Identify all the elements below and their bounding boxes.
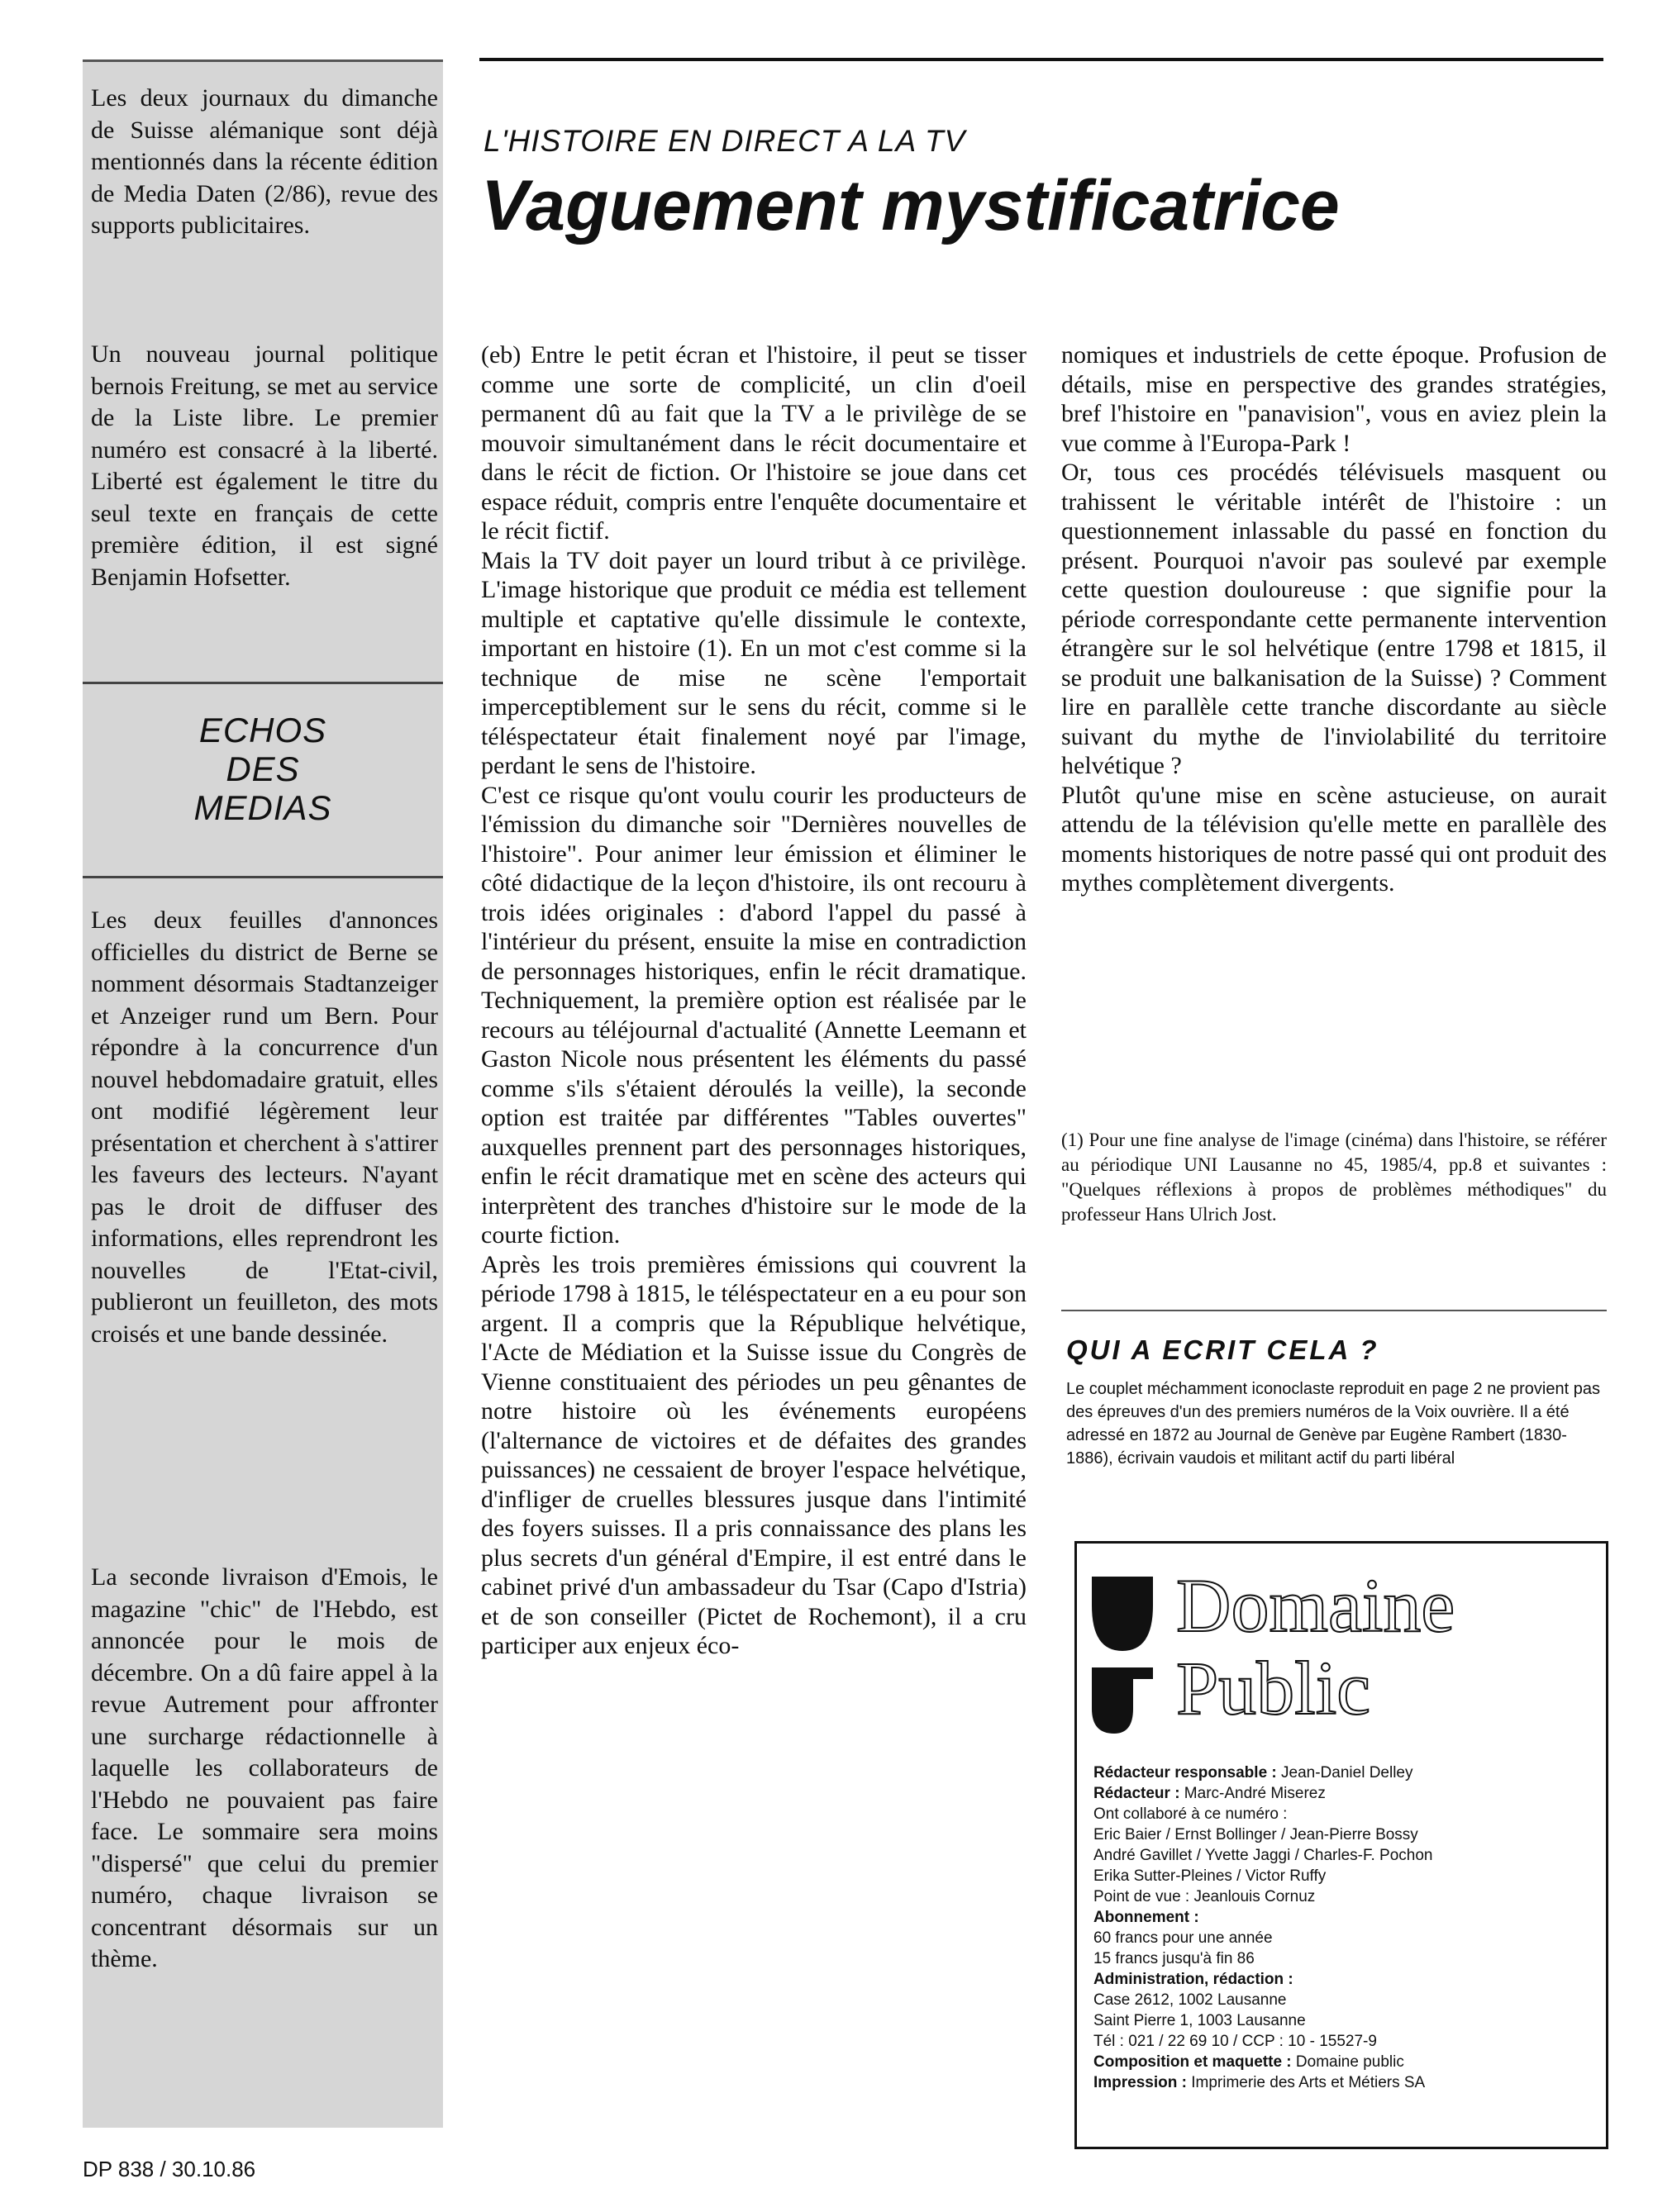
article-footnote: (1) Pour une fine analyse de l'image (cinéma) dans l'histoire, se référer au périodique UNI Lausanne no 45, 1985/4, pp.8 et suivantes : "Quelques réflexions à propos de problèmes méthodiques" du professeur Hans Ulrich Jost. [1061,1130,1607,1225]
article-paragraph: C'est ce risque qu'ont voulu courir les producteurs de l'émission du dimanche soir "Dernières nouvelles de l'histoire". Pour animer leur émission et éliminer le côté didactique de la leçon d'histoire, ils ont recouru à trois idées originales : d'abord l'appel du passé à l'intérieur du présent, ensuite la mise en contradiction de personnages historiques, enfin le récit dramatique. Techniquement, la première option est réalisée par le recours au téléjournal d'actualité (Annette Leemann et Gaston Nicole nous présentent les éléments du passé comme s'ils s'étaient déroulés la veille), la seconde option est traitée par différentes "Tables ouvertes" auxquelles prennent part des personnages historiques, enfin le récit dramatique met en scène des acteurs qui interprètent des tranches d'histoire sur le mode de la courte fiction. [481,781,1027,1249]
credit-line [1093,1783,1598,1804]
footnote-divider [1061,1310,1607,1311]
credit-value: Jean-Daniel Delley [1276,1764,1413,1781]
credit-line [1093,1907,1598,1928]
article-column-2 [1061,340,1607,898]
credit-value: Eric Baier / Ernst Bollinger / Jean-Pierre Bossy [1093,1826,1418,1843]
credit-line [1093,1948,1598,1969]
credit-label: Impression : [1093,2074,1187,2091]
page-footer: DP 838 / 30.10.86 [83,2157,256,2181]
credit-label: Rédacteur responsable : [1093,1764,1277,1781]
sidebar-news-2: Un nouveau journal politique bernois Freitung, se met au service de la Liste libre. Le premier numéro est consacré à la liberté. Liberté est également le titre du seul texte en français de cette première édition, il est signé Benjamin Hofsetter. [91,340,438,591]
credit-line [1093,1928,1598,1948]
sidebar-divider [83,682,443,684]
masthead-credits [1093,1762,1598,2093]
sidebar-news-1: Les deux journaux du dimanche de Suisse alémanique sont déjà mentionnés dans la récente édition de Media Daten (2/86), revue des supports publicitaires. [91,84,438,239]
credit-value: Point de vue : Jeanlouis Cornuz [1093,1888,1316,1905]
dp-logo-icon [1085,1568,1160,1750]
credit-line [1093,1969,1598,1990]
credit-line [1093,1866,1598,1886]
credit-line [1093,2010,1598,2031]
sidebar-news-4: La seconde livraison d'Emois, le magazine "chic" de l'Hebdo, est annoncée pour le mois de décembre. On a dû faire appel à la revue Autrement pour affronter une surcharge rédactionnelle à laquelle les collaborateurs de l'Hebdo ne pouvaient pas faire face. Le sommaire sera moins "dispersé" que celui du premier numéro, chaque livraison se concentrant désormais sur un thème. [91,1563,438,1972]
credit-line [1093,1804,1598,1824]
credit-value: 15 francs jusqu'à fin 86 [1093,1950,1255,1967]
credit-line [1093,1845,1598,1866]
credit-line [1093,1990,1598,2010]
article-paragraph: nomiques et industriels de cette époque. Profusion de détails, mise en perspective des grandes stratégies, bref l'histoire en "panavision", vous en aviez plein la vue comme à l'Europa-Park ! [1061,341,1607,457]
masthead-word-public: Public [1176,1646,1371,1730]
credit-line [1093,2052,1598,2072]
qui-title: QUI A ECRIT CELA ? [1066,1334,1379,1365]
credit-label: Administration, rédaction : [1093,1971,1293,1988]
credit-value: 60 francs pour une année [1093,1929,1273,1947]
sidebar-section-title: ECHOS DES MEDIAS [193,711,332,827]
credit-label: Abonnement : [1093,1909,1199,1926]
credit-line [1093,1762,1598,1783]
credit-label: Composition et maquette : [1093,2053,1292,2071]
article-paragraph: Après les trois premières émissions qui couvrent la période 1798 à 1815, le téléspectateur en a eu pour son argent. Il a compris que la République helvétique, l'Acte de Médiation et la Suisse issue du Congrès de Vienne constituaient des périodes un peu gênantes de notre histoire où les événements européens (l'alternance de victoires et de défaites des grandes puissances) ne cessaient de broyer l'espace helvétique, d'infliger de cruelles blessures jusque dans l'intimité des foyers suisses. Il a pris connaissance des plans les plus secrets d'un général d'Empire, il est entré dans le cabinet privé d'un ambassadeur du Tsar (Capo d'Istria) et de son conseiller (Pictet de Rochemont), il a cru participer aux enjeux éco- [481,1250,1027,1659]
sidebar-divider [83,876,443,878]
article-paragraph: (eb) Entre le petit écran et l'histoire, il peut se tisser comme une sorte de complicité, un clin d'oeil permanent dû au fait que la TV a le privilège de se mouvoir simultanément dans le récit documentaire et dans le récit de fiction. Or l'histoire se joue dans cet espace réduit, compris entre l'enquête documentaire et le récit fictif. [481,341,1027,545]
credit-line [1093,1824,1598,1845]
credit-line [1093,2072,1598,2093]
credit-value: Imprimerie des Arts et Métiers SA [1186,2074,1426,2091]
top-rule [479,58,1603,61]
credit-value: Saint Pierre 1, 1003 Lausanne [1093,2012,1306,2029]
article-column-1 [481,340,1027,1661]
credit-value: Marc-André Miserez [1179,1785,1326,1802]
credit-value: André Gavillet / Yvette Jaggi / Charles-F. Pochon [1093,1847,1433,1864]
credit-value: Tél : 021 / 22 69 10 / CCP : 10 - 15527-9 [1093,2033,1377,2050]
article-paragraph: Mais la TV doit payer un lourd tribut à ce privilège. L'image historique que produit ce média est tellement multiple et captative qu'elle dissimule le contexte, important en histoire (1). En un mot c'est comme si la technique de mise ne scène l'emportait imperceptiblement sur le sens du récit, comme si le téléspectateur était finalement noyé par l'image, perdant le sens de l'histoire. [481,546,1027,779]
masthead-word-domaine: Domaine [1176,1563,1455,1648]
credit-value: Case 2612, 1002 Lausanne [1093,1991,1287,2009]
credit-value: Ont collaboré à ce numéro : [1093,1805,1288,1823]
article-headline: Vaguement mystificatrice [481,166,1340,245]
article-kicker: L'HISTOIRE EN DIRECT A LA TV [484,124,966,158]
article-paragraph: Or, tous ces procédés télévisuels masquent ou trahissent le véritable intérêt de l'histoire : un questionnement inlassable du passé en fonction du présent. Pourquoi n'avoir pas soulevé par exemple cette question douloureuse : que signifie pour la période correspondante cette permanente intervention étrangère sur le sol helvétique (entre 1798 et 1815, il se produit une balkanisation de la Suisse) ? Comment lire en parallèle cette tranche discordante au siècle suivant du mythe de l'inviolabilité du territoire helvétique ? [1061,459,1607,779]
credit-line [1093,1886,1598,1907]
credit-line [1093,2031,1598,2052]
credit-label: Rédacteur : [1093,1785,1180,1802]
article-paragraph: Plutôt qu'une mise en scène astucieuse, on aurait attendu de la télévision qu'elle mette en parallèle des moments historiques de notre passé qui ont produit des mythes complètement divergents. [1061,781,1607,897]
sidebar-news-3: Les deux feuilles d'annonces officielles du district de Berne se nomment désormais Stadtanzeiger et Anzeiger rund um Bern. Pour répondre à la concurrence d'un nouvel hebdomadaire gratuit, elles ont modifié légèrement leur présentation et cherchent à s'attirer les faveurs des lecteurs. N'ayant pas le droit de diffuser des informations, elles reprendront les nouvelles de l'Etat-civil, publieront un feuilleton, des mots croisés et une bande dessinée. [91,906,438,1348]
masthead-box [1074,1541,1608,2149]
credit-value: Domaine public [1291,2053,1404,2071]
qui-text: Le couplet méchamment iconoclaste reproduit en page 2 ne provient pas des épreuves d'un des premiers numéros de la Voix ouvrière. Il a été adressé en 1872 au Journal de Genève par Eugène Rambert (1830-1886), écrivain vaudois et militant actif du parti libéral [1066,1380,1600,1468]
credit-value: Erika Sutter-Pleines / Victor Ruffy [1093,1867,1327,1885]
